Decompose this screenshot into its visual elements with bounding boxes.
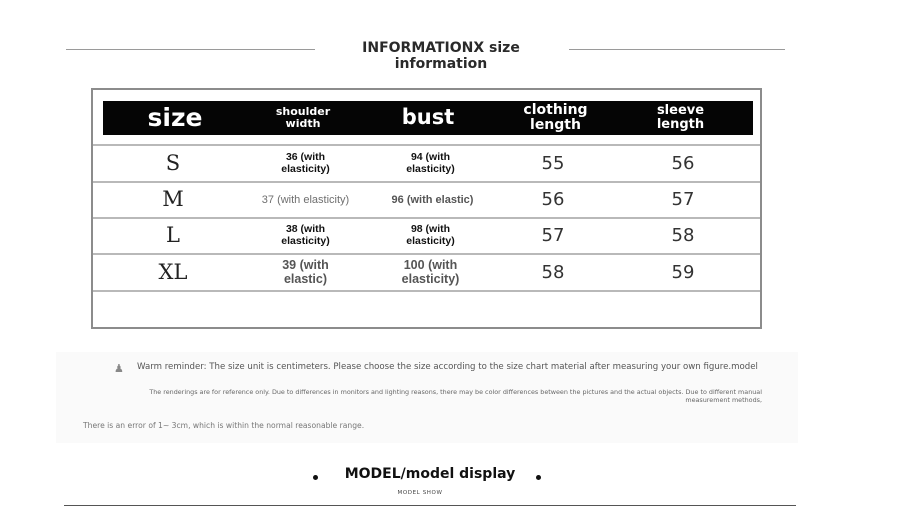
table-empty-row [93, 292, 760, 327]
shoulder-cell: 38 (with elasticity) [281, 223, 330, 247]
header-bust: bust [401, 105, 455, 130]
bust-cell: 94 (with elasticity) [406, 150, 455, 175]
header-shoulder-width: shoulder width [275, 104, 331, 130]
header-size: size [147, 103, 203, 133]
clothing-length-cell: 57 [541, 225, 565, 247]
size-cell: S [165, 150, 181, 175]
clothing-length-cell: 58 [541, 261, 565, 283]
warm-reminder-text: Warm reminder: The size unit is centimeters. Please choose the size according to the size chart material after measuring your own figure.model [137, 362, 758, 372]
shoulder-cell: 39 (with elastic) [282, 257, 329, 286]
size-cell: XL [158, 259, 188, 284]
clothing-length-cell: 55 [541, 152, 565, 174]
person-icon: ♟ [114, 362, 124, 375]
bust-cell: 96 (with elastic) [391, 193, 474, 206]
header-rule-left [66, 49, 315, 50]
size-cell: M [162, 187, 184, 212]
page-title: INFORMATIONX size information [362, 40, 520, 72]
shoulder-cell: 36 (with elasticity) [281, 150, 330, 175]
model-show-subtitle: MODEL SHOW [397, 490, 443, 496]
header-rule-right [569, 49, 785, 50]
bust-cell: 100 (with elasticity) [401, 257, 460, 286]
table-header-row [103, 101, 753, 135]
model-display-title: MODEL/model display [344, 466, 516, 482]
bullet-dot-right [536, 475, 541, 480]
size-table [91, 88, 762, 329]
sleeve-length-cell: 56 [671, 152, 695, 174]
shoulder-cell: 37 (with elasticity) [261, 193, 350, 206]
sleeve-length-cell: 58 [671, 225, 695, 247]
renderings-note-text: The renderings are for reference only. Due to differences in monitors and lighting reasons, there may be color differences between the pictures and the actual objects. Due to different manual measurement methods, [149, 388, 762, 405]
clothing-length-cell: 56 [541, 189, 565, 211]
sleeve-length-cell: 57 [671, 189, 695, 211]
bullet-dot-left [313, 475, 318, 480]
header-sleeve-length: sleeve length [656, 102, 705, 132]
bottom-rule [64, 505, 796, 506]
error-range-text: There is an error of 1~ 3cm, which is within the normal reasonable range. [83, 421, 365, 430]
size-cell: L [166, 223, 180, 248]
bust-cell: 98 (with elasticity) [406, 223, 455, 247]
header-clothing-length: clothing length [523, 101, 588, 133]
sleeve-length-cell: 59 [671, 261, 695, 283]
